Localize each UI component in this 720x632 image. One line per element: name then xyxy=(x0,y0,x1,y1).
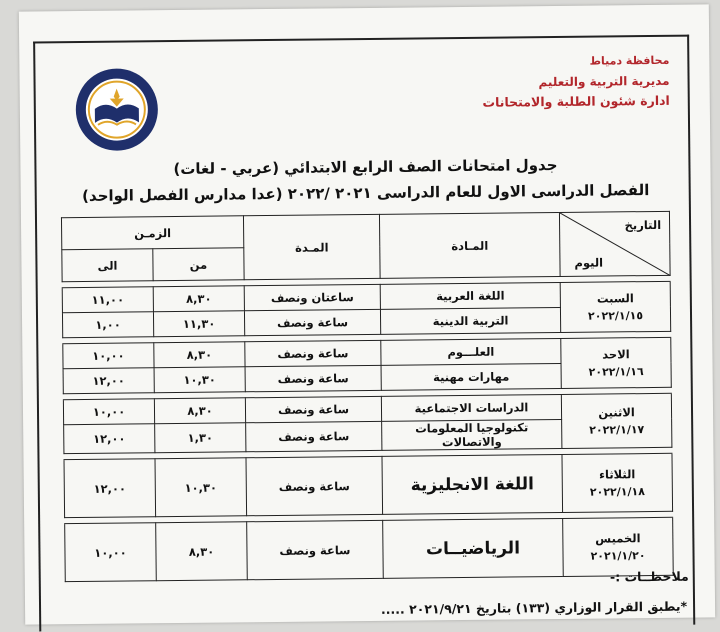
exam-date: ٢٠٢٢/١/١٨ xyxy=(589,484,645,499)
to-cell: ١٢,٠٠ xyxy=(64,459,156,518)
duration-header: المـدة xyxy=(243,214,380,279)
to-cell: ١,٠٠ xyxy=(62,312,153,338)
duration-cell: ساعة ونصف xyxy=(246,421,382,451)
day-name: الاحد xyxy=(602,346,630,362)
to-header: الى xyxy=(62,249,153,282)
from-cell: ٨,٣٠ xyxy=(156,522,248,581)
day-cell xyxy=(562,453,673,512)
exam-schedule-table xyxy=(61,211,674,582)
duration-cell: ساعة ونصف xyxy=(244,309,380,335)
governorate-name: محافظة دمياط xyxy=(589,53,670,68)
subject-cell: العلـــوم xyxy=(381,338,561,365)
exam-date: ٢٠٢٢/١/١٦ xyxy=(588,364,644,379)
day-name: السبت xyxy=(596,290,634,306)
schedule-subtitle: الفصل الدراسى الاول للعام الدراسى ٢٠٢١ /٢٠٢٢ (عدا مدارس الفصل الواحد) xyxy=(82,181,650,205)
day-name: الخميس xyxy=(595,530,641,546)
to-cell: ١٠,٠٠ xyxy=(65,523,157,582)
exam-date: ٢٠٢٢/١/١٧ xyxy=(589,422,645,437)
duration-cell: ساعة ونصف xyxy=(245,340,381,366)
subject-cell: الرياضيــات xyxy=(383,518,564,578)
to-cell: ١٢,٠٠ xyxy=(64,424,155,454)
duration-cell: ساعتان ونصف xyxy=(244,284,380,310)
to-cell: ١١,٠٠ xyxy=(62,287,153,313)
subject-header: المـادة xyxy=(379,212,560,278)
day-name: الاثنين xyxy=(598,404,635,420)
from-cell: ٨,٣٠ xyxy=(154,398,245,424)
day-cell xyxy=(563,517,674,576)
duration-cell: ساعة ونصف xyxy=(245,396,381,422)
from-cell: ١٠,٣٠ xyxy=(155,458,247,517)
day-cell xyxy=(561,393,672,448)
from-cell: ١٠,٣٠ xyxy=(154,367,245,393)
directorate-name: مديرية التربية والتعليم xyxy=(538,73,670,90)
subject-cell: اللغة الانجليزية xyxy=(382,454,563,514)
day-header-label: اليوم xyxy=(574,255,604,270)
from-header: من xyxy=(153,248,244,281)
to-cell: ١٠,٠٠ xyxy=(63,399,154,425)
day-cell xyxy=(561,337,672,388)
date-header-label: التاريخ xyxy=(624,217,662,233)
from-cell: ١,٣٠ xyxy=(155,423,246,453)
decree-note: *يطبق القرار الوزاري (١٣٣) بتاريخ ٢٠٢١/٩/٢١ ..... xyxy=(380,598,688,617)
ministry-logo xyxy=(73,66,160,153)
duration-cell: ساعة ونصف xyxy=(246,456,383,515)
duration-cell: ساعة ونصف xyxy=(245,365,381,391)
letterhead xyxy=(482,51,670,113)
to-cell: ١٢,٠٠ xyxy=(63,368,154,394)
to-cell: ١٠,٠٠ xyxy=(63,343,154,369)
from-cell: ١١,٣٠ xyxy=(153,311,244,337)
subject-cell: مهارات مهنية xyxy=(381,363,561,390)
notes-label: ملاحظــات :- xyxy=(609,568,689,585)
time-header: الزمـن xyxy=(61,216,243,250)
day-cell xyxy=(560,281,671,332)
subject-cell: تكنولوجيا المعلومات والاتصالات xyxy=(382,419,562,450)
from-cell: ٨,٣٠ xyxy=(154,342,245,368)
schedule-title: جدول امتحانات الصف الرابع الابتدائي (عربي - لغات) xyxy=(173,155,558,179)
day-name: الثلاثاء xyxy=(599,466,636,482)
subject-cell: التربية الدينية xyxy=(380,307,560,334)
subject-cell: اللغة العربية xyxy=(380,282,560,309)
exam-date: ٢٠٢١/١/٢٠ xyxy=(590,548,646,563)
exam-date: ٢٠٢٢/١/١٥ xyxy=(587,308,644,323)
subject-cell: الدراسات الاجتماعية xyxy=(381,394,561,421)
duration-cell: ساعة ونصف xyxy=(247,520,384,579)
document-page xyxy=(19,4,715,624)
from-cell: ٨,٣٠ xyxy=(153,286,244,312)
department-name: ادارة شئون الطلبة والامتحانات xyxy=(482,92,670,110)
date-day-header xyxy=(559,211,670,276)
